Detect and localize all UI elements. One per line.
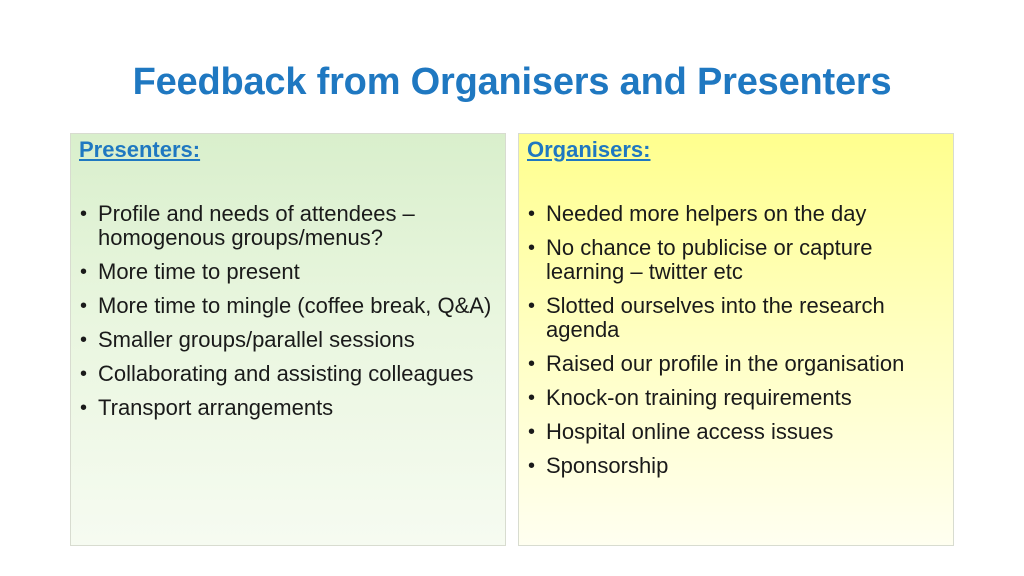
- bullet-icon: •: [80, 397, 88, 419]
- bullet-icon: •: [80, 329, 88, 351]
- list-item-text: Raised our profile in the organisation: [546, 351, 905, 376]
- list-item-text: More time to mingle (coffee break, Q&A): [98, 293, 492, 318]
- bullet-icon: •: [80, 261, 88, 283]
- bullet-icon: •: [80, 203, 88, 225]
- list-item: [79, 260, 497, 284]
- list-item: [527, 352, 945, 376]
- list-item: [79, 362, 497, 386]
- bullet-icon: •: [528, 353, 536, 375]
- list-item-text: More time to present: [98, 259, 300, 284]
- list-item-text: No chance to publicise or capture learning – twitter etc: [546, 235, 873, 284]
- bullet-icon: •: [528, 421, 536, 443]
- bullet-icon: •: [528, 387, 536, 409]
- list-item-text: Sponsorship: [546, 453, 669, 478]
- bullet-icon: •: [80, 295, 88, 317]
- presenters-list: [79, 202, 497, 420]
- bullet-icon: •: [528, 295, 536, 317]
- presenters-panel: [70, 133, 506, 546]
- list-item: [527, 420, 945, 444]
- presenters-heading: Presenters:: [79, 137, 201, 162]
- list-item: [527, 202, 945, 226]
- list-item-text: Needed more helpers on the day: [546, 201, 867, 226]
- list-item: [79, 328, 497, 352]
- list-item-text: Hospital online access issues: [546, 419, 834, 444]
- list-item-text: Smaller groups/parallel sessions: [98, 327, 415, 352]
- list-item: [527, 236, 945, 284]
- organisers-heading: Organisers:: [527, 137, 651, 162]
- organisers-panel: [518, 133, 954, 546]
- list-item: [79, 294, 497, 318]
- slide-title: Feedback from Organisers and Presenters: [132, 61, 892, 103]
- bullet-icon: •: [80, 363, 88, 385]
- list-item-text: Knock-on training requirements: [546, 385, 852, 410]
- list-item-text: Collaborating and assisting colleagues: [98, 361, 474, 386]
- list-item: [527, 386, 945, 410]
- list-item: [79, 202, 497, 250]
- bullet-icon: •: [528, 203, 536, 225]
- list-item: [527, 294, 945, 342]
- list-item-text: Profile and needs of attendees – homogenous groups/menus?: [98, 201, 415, 250]
- bullet-icon: •: [528, 455, 536, 477]
- list-item: [527, 454, 945, 478]
- bullet-icon: •: [528, 237, 536, 259]
- organisers-list: [527, 202, 945, 478]
- list-item: [79, 396, 497, 420]
- list-item-text: Transport arrangements: [98, 395, 334, 420]
- list-item-text: Slotted ourselves into the research agenda: [546, 293, 885, 342]
